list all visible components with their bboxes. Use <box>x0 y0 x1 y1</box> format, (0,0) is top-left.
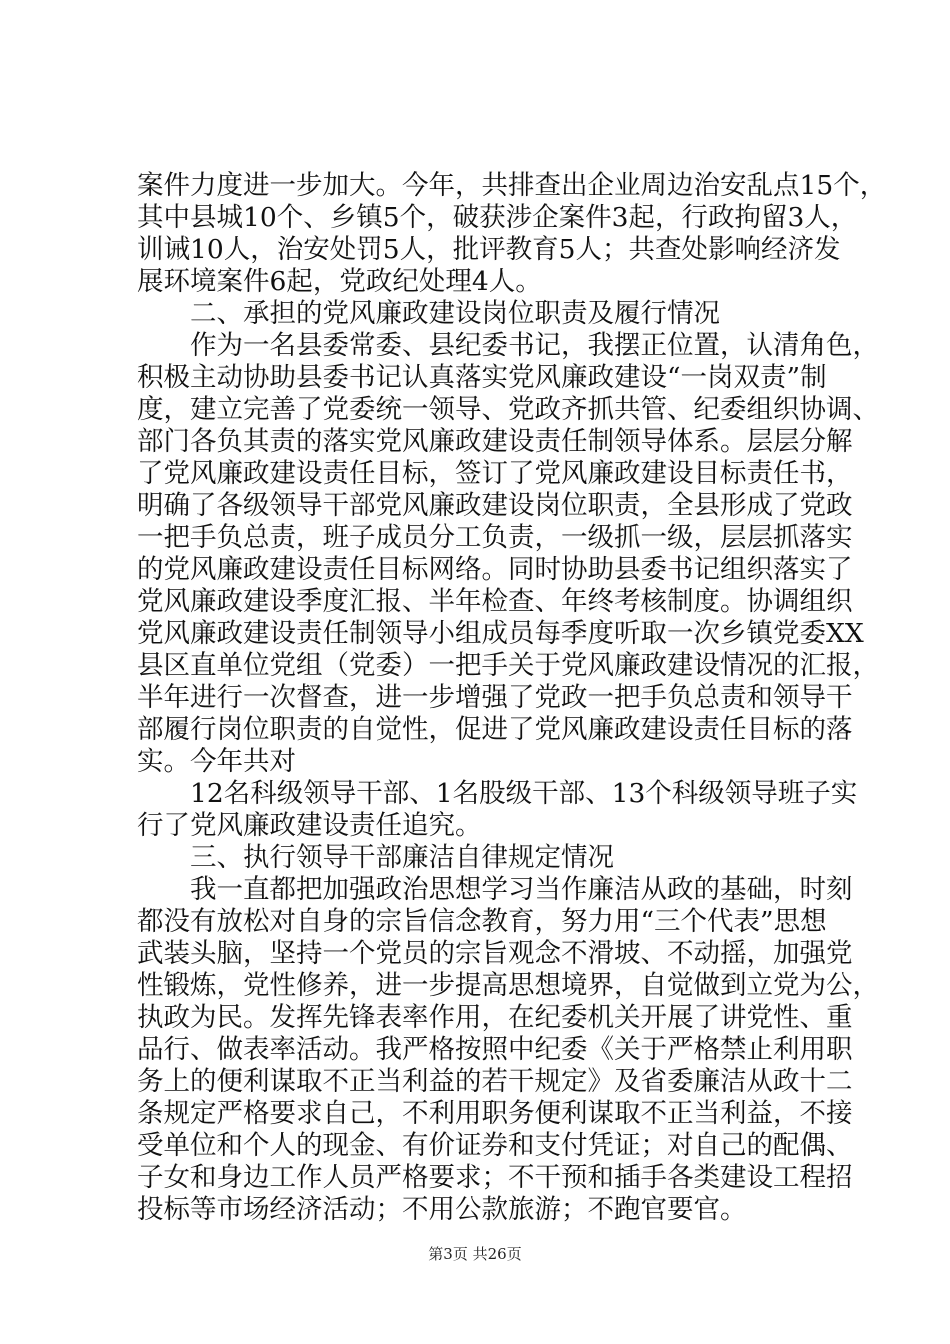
document-body <box>137 170 887 1226</box>
section-heading-2: 二、承担的党风廉政建设岗位职责及履行情况 <box>137 298 720 329</box>
text-line: 品行、做表率活动。我严格按照中纪委《关于严格禁止利用职 <box>137 1034 853 1065</box>
text-line: 积极主动协助县委书记认真落实党风廉政建设“一岗双责”制 <box>137 362 827 393</box>
text-line: 武装头脑，坚持一个党员的宗旨观念不滑坡、不动摇，加强党 <box>137 938 853 969</box>
text-line: 了党风廉政建设责任目标，签订了党风廉政建设目标责任书， <box>137 458 853 489</box>
text-line: 明确了各级领导干部党风廉政建设岗位职责，全县形成了党政 <box>137 490 853 521</box>
text-line: 受单位和个人的现金、有价证券和支付凭证；对自己的配偶、 <box>137 1130 853 1161</box>
text-line: 都没有放松对自身的宗旨信念教育，努力用“三个代表”思想 <box>137 906 827 937</box>
text-line: 半年进行一次督查，进一步增强了党政一把手负总责和领导干 <box>137 682 853 713</box>
text-line: 展环境案件6起，党政纪处理4人。 <box>137 266 542 297</box>
text-line: 我一直都把加强政治思想学习当作廉洁从政的基础，时刻 <box>137 874 853 905</box>
text-line: 一把手负总责，班子成员分工负责，一级抓一级，层层抓落实 <box>137 522 853 553</box>
text-line: 训诫10人，治安处罚5人，批评教育5人；共查处影响经济发 <box>137 234 841 265</box>
text-line: 其中县城10个、乡镇5个，破获涉企案件3起，行政拘留3人， <box>137 202 858 233</box>
text-line: 的党风廉政建设责任目标网络。同时协助县委书记组织落实了 <box>137 554 853 585</box>
text-line: 作为一名县委常委、县纪委书记，我摆正位置，认清角色， <box>137 330 879 361</box>
section-heading-3: 三、执行领导干部廉洁自律规定情况 <box>137 842 614 873</box>
text-line: 党风廉政建设季度汇报、半年检查、年终考核制度。协调组织 <box>137 586 853 617</box>
text-line: 部门各负其责的落实党风廉政建设责任制领导体系。层层分解 <box>137 426 853 457</box>
text-line: 执政为民。发挥先锋表率作用，在纪委机关开展了讲党性、重 <box>137 1002 853 1033</box>
text-line: 案件力度进一步加大。今年，共排查出企业周边治安乱点15个， <box>137 170 887 201</box>
text-line: 行了党风廉政建设责任追究。 <box>137 810 482 841</box>
text-line: 度，建立完善了党委统一领导、党政齐抓共管、纪委组织协调、 <box>137 394 879 425</box>
text-line: 投标等市场经济活动；不用公款旅游；不跑官要官。 <box>137 1194 747 1225</box>
text-line: 性锻炼，党性修养，进一步提高思想境界，自觉做到立党为公， <box>137 970 879 1001</box>
text-line: 党风廉政建设责任制领导小组成员每季度听取一次乡镇党委XX <box>137 618 864 649</box>
text-line: 县区直单位党组（党委）一把手关于党风廉政建设情况的汇报， <box>137 650 879 681</box>
text-line: 务上的便利谋取不正当利益的若干规定》及省委廉洁从政十二 <box>137 1066 853 1097</box>
text-line: 条规定严格要求自己，不利用职务便利谋取不正当利益，不接 <box>137 1098 853 1129</box>
text-line: 子女和身边工作人员严格要求；不干预和插手各类建设工程招 <box>137 1162 853 1193</box>
text-line: 12名科级领导干部、1名股级干部、13个科级领导班子实 <box>137 778 858 809</box>
text-line: 部履行岗位职责的自觉性，促进了党风廉政建设责任目标的落 <box>137 714 853 745</box>
page-number-footer: 第3页 共26页 <box>428 1245 522 1263</box>
text-line: 实。今年共对 <box>137 746 296 777</box>
